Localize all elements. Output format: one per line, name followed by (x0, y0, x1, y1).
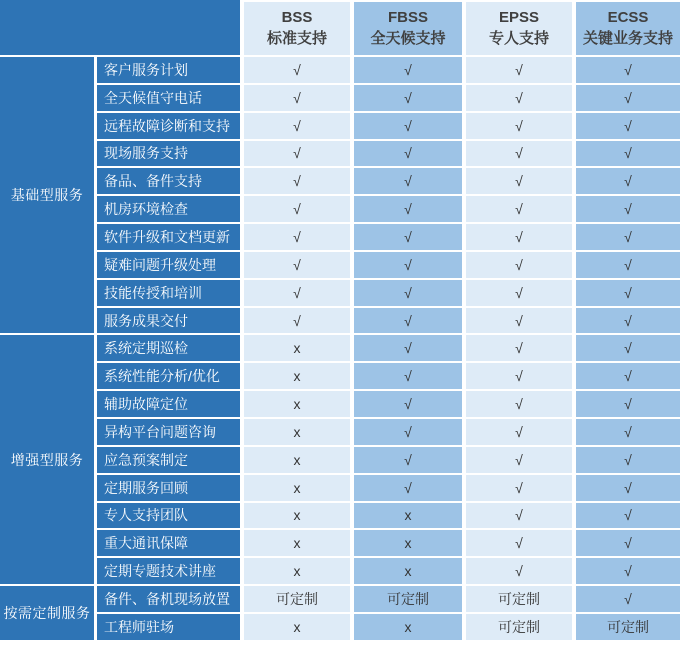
value-cell: x (244, 501, 350, 529)
value-cell: √ (466, 333, 572, 361)
value-cell: √ (354, 222, 462, 250)
value-cell: 可定制 (354, 584, 462, 612)
service-cell: 系统性能分析/优化 (97, 361, 240, 389)
value-cell: 可定制 (244, 584, 350, 612)
value-cell: √ (466, 111, 572, 139)
value-cell: √ (466, 473, 572, 501)
value-cell: √ (354, 417, 462, 445)
value-cell: √ (244, 222, 350, 250)
service-cell: 辅助故障定位 (97, 389, 240, 417)
value-cell: x (244, 361, 350, 389)
value-cell: √ (466, 166, 572, 194)
value-cell: √ (466, 55, 572, 83)
service-cell: 远程故障诊断和支持 (97, 111, 240, 139)
service-cell: 全天候值守电话 (97, 83, 240, 111)
value-cell: √ (576, 361, 680, 389)
value-cell: √ (466, 278, 572, 306)
column-code: ECSS (607, 9, 649, 26)
service-cell: 备件、备机现场放置 (97, 584, 240, 612)
service-cell: 疑难问题升级处理 (97, 250, 240, 278)
value-cell: √ (244, 55, 350, 83)
value-cell: √ (244, 306, 350, 334)
value-cell: √ (244, 194, 350, 222)
value-cell: √ (244, 139, 350, 167)
value-cell: √ (244, 166, 350, 194)
value-cell: √ (244, 250, 350, 278)
column-name: 关键业务支持 (582, 30, 673, 47)
category-cell: 按需定制服务 (0, 584, 94, 640)
value-cell: √ (244, 278, 350, 306)
value-cell: √ (354, 333, 462, 361)
value-cell: √ (244, 83, 350, 111)
column-header-bss (244, 0, 350, 55)
service-cell: 服务成果交付 (97, 306, 240, 334)
value-cell: √ (466, 250, 572, 278)
service-cell: 重大通讯保障 (97, 528, 240, 556)
value-cell: √ (576, 55, 680, 83)
value-cell: √ (466, 222, 572, 250)
value-cell: √ (576, 528, 680, 556)
value-cell: x (244, 528, 350, 556)
column-code: EPSS (498, 9, 540, 26)
value-cell: x (354, 556, 462, 584)
value-cell: √ (354, 306, 462, 334)
value-cell: √ (354, 361, 462, 389)
service-cell: 现场服务支持 (97, 139, 240, 167)
value-cell: x (244, 473, 350, 501)
service-cell: 机房环境检查 (97, 194, 240, 222)
value-cell: √ (576, 194, 680, 222)
value-cell: x (354, 501, 462, 529)
value-cell: √ (576, 584, 680, 612)
service-cell: 系统定期巡检 (97, 333, 240, 361)
value-cell: 可定制 (576, 612, 680, 640)
value-cell: √ (354, 278, 462, 306)
value-cell: √ (466, 389, 572, 417)
service-cell: 定期专题技术讲座 (97, 556, 240, 584)
service-cell: 定期服务回顾 (97, 473, 240, 501)
service-cell: 客户服务计划 (97, 55, 240, 83)
column-code: FBSS (387, 9, 428, 26)
value-cell: √ (576, 501, 680, 529)
value-cell: √ (466, 556, 572, 584)
service-cell: 应急预案制定 (97, 445, 240, 473)
value-cell: √ (576, 278, 680, 306)
category-cell: 基础型服务 (0, 55, 94, 333)
value-cell: √ (354, 389, 462, 417)
value-cell: √ (576, 389, 680, 417)
value-cell: √ (466, 139, 572, 167)
column-header-epss (466, 0, 572, 55)
value-cell: √ (576, 473, 680, 501)
value-cell: √ (466, 194, 572, 222)
value-cell: √ (354, 83, 462, 111)
value-cell: 可定制 (466, 612, 572, 640)
column-code: BSS (281, 9, 313, 26)
column-name: 专人支持 (488, 30, 549, 47)
value-cell: x (354, 528, 462, 556)
value-cell: √ (576, 166, 680, 194)
value-cell: x (354, 612, 462, 640)
value-cell: √ (466, 306, 572, 334)
value-cell: √ (354, 111, 462, 139)
value-cell: √ (244, 111, 350, 139)
value-cell: √ (576, 445, 680, 473)
column-header-fbss (354, 0, 462, 55)
value-cell: √ (466, 361, 572, 389)
value-cell: √ (354, 250, 462, 278)
service-cell: 备品、备件支持 (97, 166, 240, 194)
category-cell: 增强型服务 (0, 333, 94, 584)
column-name: 全天候支持 (370, 30, 446, 47)
value-cell: x (244, 417, 350, 445)
value-cell: √ (354, 445, 462, 473)
value-cell: √ (354, 166, 462, 194)
value-cell: x (244, 612, 350, 640)
value-cell: x (244, 445, 350, 473)
column-name: 标准支持 (266, 30, 327, 47)
value-cell: √ (576, 250, 680, 278)
value-cell: √ (576, 417, 680, 445)
value-cell: √ (354, 55, 462, 83)
value-cell: √ (576, 139, 680, 167)
value-cell: √ (576, 111, 680, 139)
value-cell: 可定制 (466, 584, 572, 612)
value-cell: √ (354, 139, 462, 167)
service-cell: 专人支持团队 (97, 501, 240, 529)
value-cell: √ (466, 83, 572, 111)
value-cell: √ (576, 222, 680, 250)
value-cell: √ (354, 473, 462, 501)
value-cell: √ (466, 445, 572, 473)
service-cell: 软件升级和文档更新 (97, 222, 240, 250)
value-cell: √ (466, 417, 572, 445)
header-corner-block (0, 0, 240, 55)
value-cell: √ (354, 194, 462, 222)
column-header-ecss (576, 0, 680, 55)
value-cell: x (244, 389, 350, 417)
value-cell: x (244, 333, 350, 361)
value-cell: √ (576, 306, 680, 334)
service-cell: 技能传授和培训 (97, 278, 240, 306)
value-cell: √ (576, 83, 680, 111)
value-cell: √ (466, 501, 572, 529)
service-cell: 工程师驻场 (97, 612, 240, 640)
service-cell: 异构平台问题咨询 (97, 417, 240, 445)
value-cell: x (244, 556, 350, 584)
value-cell: √ (576, 556, 680, 584)
value-cell: √ (576, 333, 680, 361)
value-cell: √ (466, 528, 572, 556)
